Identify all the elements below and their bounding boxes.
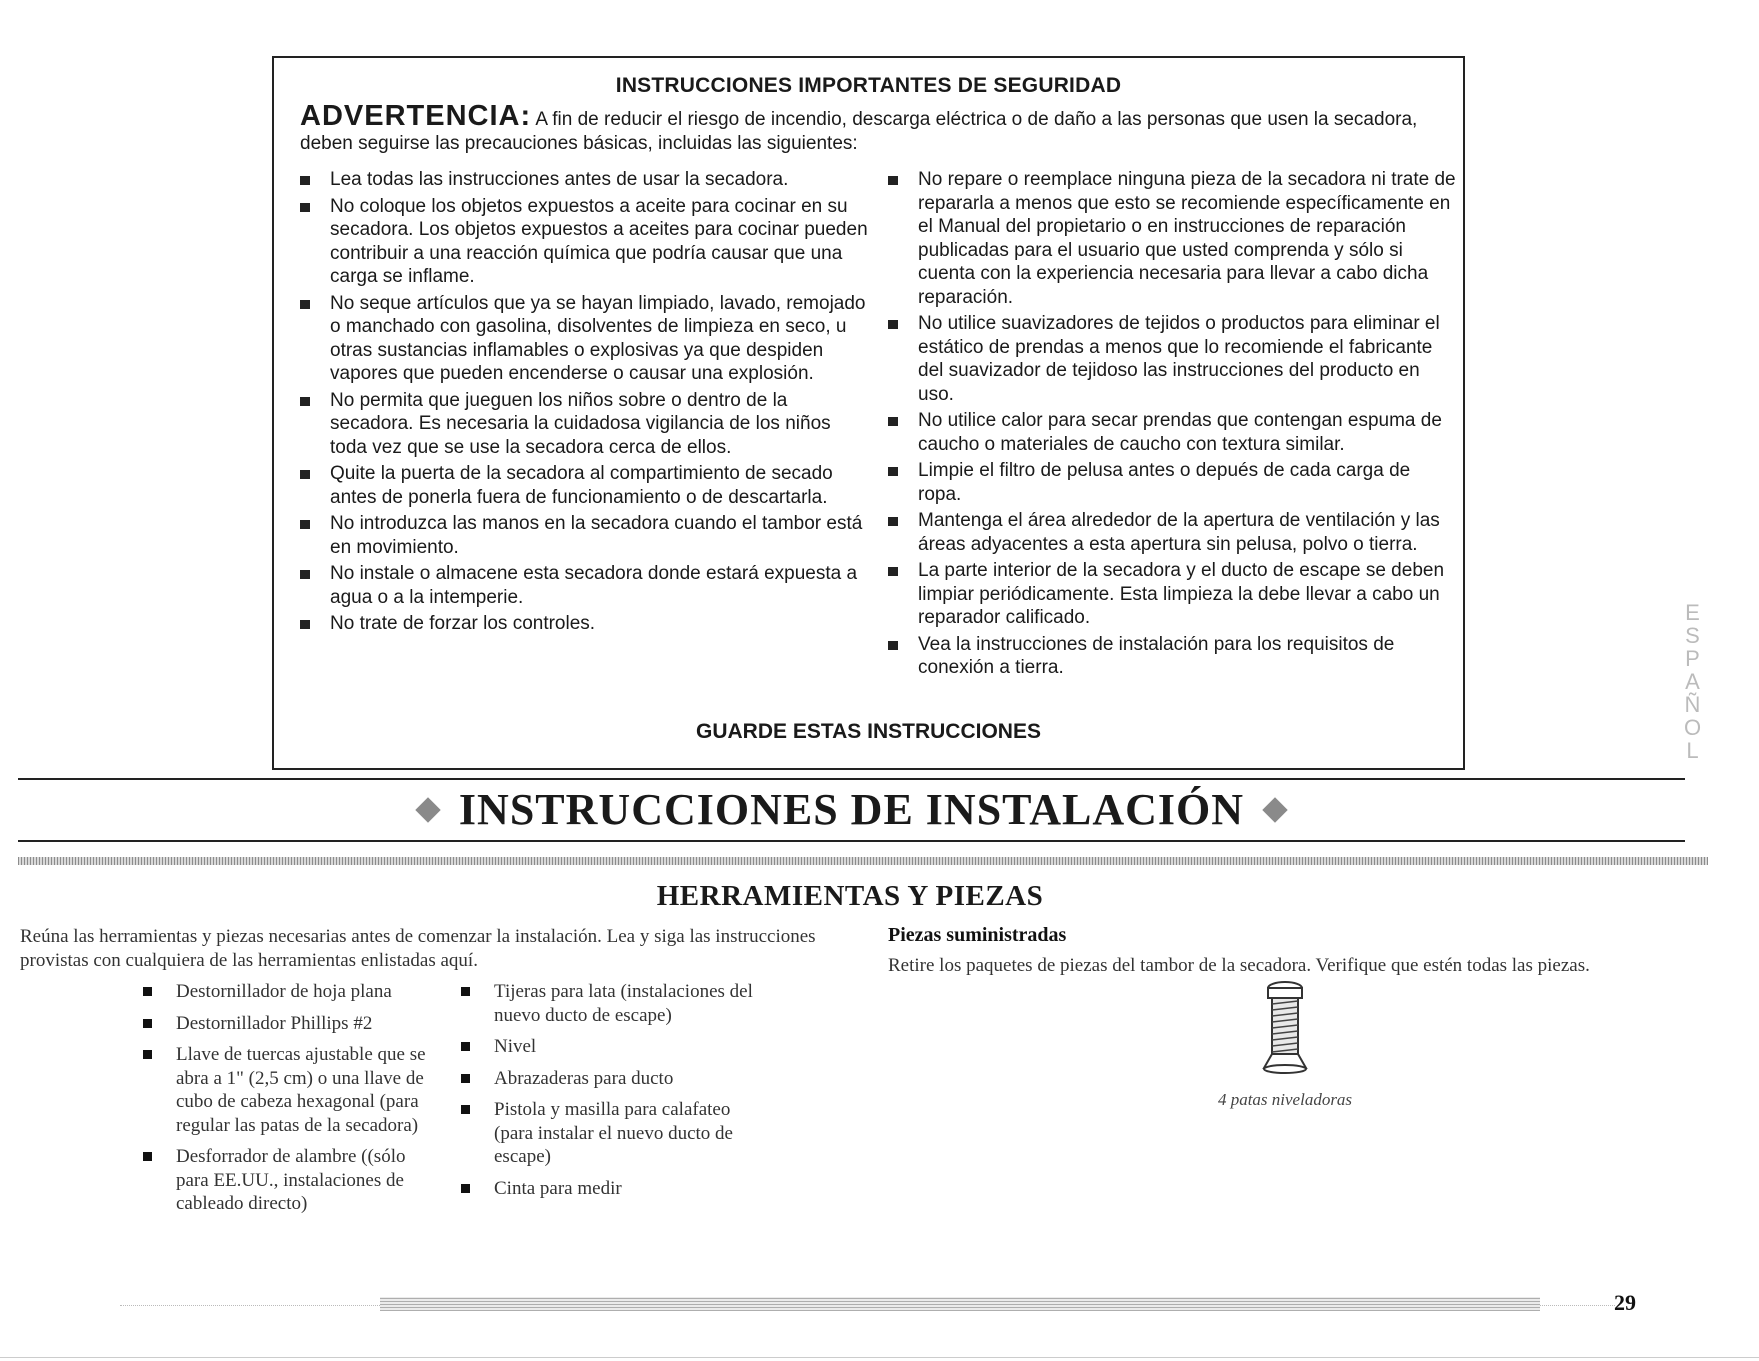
list-item: No seque artículos que ya se hayan limpiado, lavado, remojado o manchado con gasolina, disolventes de limpieza en seco, u otras sustancias inflamables o explosivas ya que despiden vapores que pueden encenderse o causar una explosión. <box>298 292 868 386</box>
parts-text: Retire los paquetes de piezas del tambor de la secadora. Verifique que estén todas las piezas. <box>888 955 1590 976</box>
bullet-icon <box>888 467 898 476</box>
bullet-icon <box>300 470 310 479</box>
leveling-feet-caption: 4 patas niveladoras <box>1217 1090 1353 1109</box>
list-item: Lea todas las instrucciones antes de usar la secadora. <box>298 168 868 192</box>
bullet-icon <box>461 1042 470 1051</box>
bullet-icon <box>888 641 898 650</box>
list-item: Destornillador Phillips #2 <box>140 1012 440 1036</box>
tools-list-right <box>458 980 758 1208</box>
bullet-icon <box>300 520 310 529</box>
section-rule-bottom <box>18 840 1685 842</box>
bullet-icon <box>461 987 470 996</box>
list-item: No permita que jueguen los niños sobre o dentro de la secadora. Es necesaria la cuidadosa vigilancia de los niños toda vez que se use la secadora cerca de ellos. <box>298 389 868 460</box>
list-item: Cinta para medir <box>458 1177 758 1201</box>
list-item: Mantenga el área alrededor de la apertura de ventilación y las áreas adyacentes a esta apertura sin pelusa, polvo o tierra. <box>886 509 1456 556</box>
bullet-icon <box>300 620 310 629</box>
bullet-icon <box>143 987 152 996</box>
bullet-icon <box>461 1074 470 1083</box>
warning-text: A fin de reducir el riesgo de incendio, descarga eléctrica o de daño a las personas que usen la secadora, deben seguirse las precauciones básicas, incluidas las siguientes: <box>300 109 1418 154</box>
footer-band <box>380 1297 1540 1311</box>
list-item: No repare o reemplace ninguna pieza de la secadora ni trate de repararla a menos que esto se recomiende específicamente en el Manual del propietario o en instrucciones de reparación publicadas para el usuario que usted comprenda y sólo si cuenta con la experiencia necesaria para llevar a cabo dicha reparación. <box>886 168 1456 309</box>
bullet-icon <box>888 517 898 526</box>
list-item: Tijeras para lata (instalaciones del nuevo ducto de escape) <box>458 980 758 1027</box>
bullet-icon <box>888 176 898 185</box>
bullet-icon <box>143 1050 152 1059</box>
list-item: Limpie el filtro de pelusa antes o depués de cada carga de ropa. <box>886 459 1456 506</box>
bullet-icon <box>461 1184 470 1193</box>
list-item: Quite la puerta de la secadora al compartimiento de secado antes de ponerla fuera de funcionamiento o de descartarla. <box>298 462 868 509</box>
bullet-icon <box>888 320 898 329</box>
bullet-icon <box>300 203 310 212</box>
bullet-icon <box>888 417 898 426</box>
list-item: Nivel <box>458 1035 758 1059</box>
installation-heading: INSTRUCCIONES DE INSTALACIÓN <box>18 782 1685 838</box>
list-item: No utilice calor para secar prendas que contengan espuma de caucho o materiales de caucho con textura similar. <box>886 409 1456 456</box>
list-item: Abrazaderas para ducto <box>458 1067 758 1091</box>
section-rule-top <box>18 778 1685 780</box>
bullet-icon <box>300 570 310 579</box>
tools-heading: HERRAMIENTAS Y PIEZAS <box>656 880 1044 912</box>
safety-left-column <box>298 168 868 639</box>
bullet-icon <box>143 1152 152 1161</box>
bullet-icon <box>461 1105 470 1114</box>
page-edge-line <box>0 1357 1759 1358</box>
bullet-icon <box>300 176 310 185</box>
bullet-icon <box>300 397 310 406</box>
tools-intro: Reúna las herramientas y piezas necesarias antes de comenzar la instalación. Lea y siga las instrucciones provistas con cualquiera de las herramientas enlistadas aquí. <box>20 926 816 971</box>
footer-dotted-line <box>1540 1305 1615 1306</box>
hatch-divider <box>18 857 1708 865</box>
safety-right-column <box>886 168 1456 683</box>
list-item: No utilice suavizadores de tejidos o productos para eliminar el estático de prendas a menos que lo recomiende el fabricante del suavizador de tejidoso las instrucciones del producto en uso. <box>886 312 1456 406</box>
list-item: No introduzca las manos en la secadora cuando el tambor está en movimiento. <box>298 512 868 559</box>
warning-word: ADVERTENCIA: <box>300 100 532 132</box>
diamond-icon <box>415 797 440 822</box>
list-item: Desforrador de alambre ((sólo para EE.UU., instalaciones de cableado directo) <box>140 1145 440 1216</box>
list-item: Destornillador de hoja plana <box>140 980 440 1004</box>
list-item: Pistola y masilla para calafateo (para instalar el nuevo ducto de escape) <box>458 1098 758 1169</box>
list-item: No trate de forzar los controles. <box>298 612 868 636</box>
diamond-icon <box>1262 797 1287 822</box>
leveling-foot-icon <box>1260 980 1310 1076</box>
warning-paragraph <box>300 100 1440 156</box>
list-item: La parte interior de la secadora y el ducto de escape se deben limpiar periódicamente. Esta limpieza la debe llevar a cabo un reparador calificado. <box>886 559 1456 630</box>
footer-dotted-line <box>120 1305 380 1306</box>
list-item: Llave de tuercas ajustable que se abra a 1" (2,5 cm) o una llave de cubo de cabeza hexagonal (para regular las patas de la secadora) <box>140 1043 440 1137</box>
list-item: Vea la instrucciones de instalación para los requisitos de conexión a tierra. <box>886 633 1456 680</box>
tools-list-left <box>140 980 440 1224</box>
bullet-icon <box>888 567 898 576</box>
bullet-icon <box>143 1019 152 1028</box>
list-item: No instale o almacene esta secadora donde estará expuesta a agua o a la intemperie. <box>298 562 868 609</box>
parts-heading: Piezas suministradas <box>888 924 1067 946</box>
safety-title: INSTRUCCIONES IMPORTANTES DE SEGURIDAD <box>615 74 1122 97</box>
save-instructions-line: GUARDE ESTAS INSTRUCCIONES <box>696 720 1041 743</box>
bullet-icon <box>300 300 310 309</box>
language-side-tab: ESPAÑOL <box>1680 600 1705 761</box>
list-item: No coloque los objetos expuestos a aceite para cocinar en su secadora. Los objetos expuestos a aceites para cocinar pueden contribuir a una reacción química que podría causar que una carga se inflame. <box>298 195 868 289</box>
page-number: 29 <box>1614 1290 1636 1315</box>
